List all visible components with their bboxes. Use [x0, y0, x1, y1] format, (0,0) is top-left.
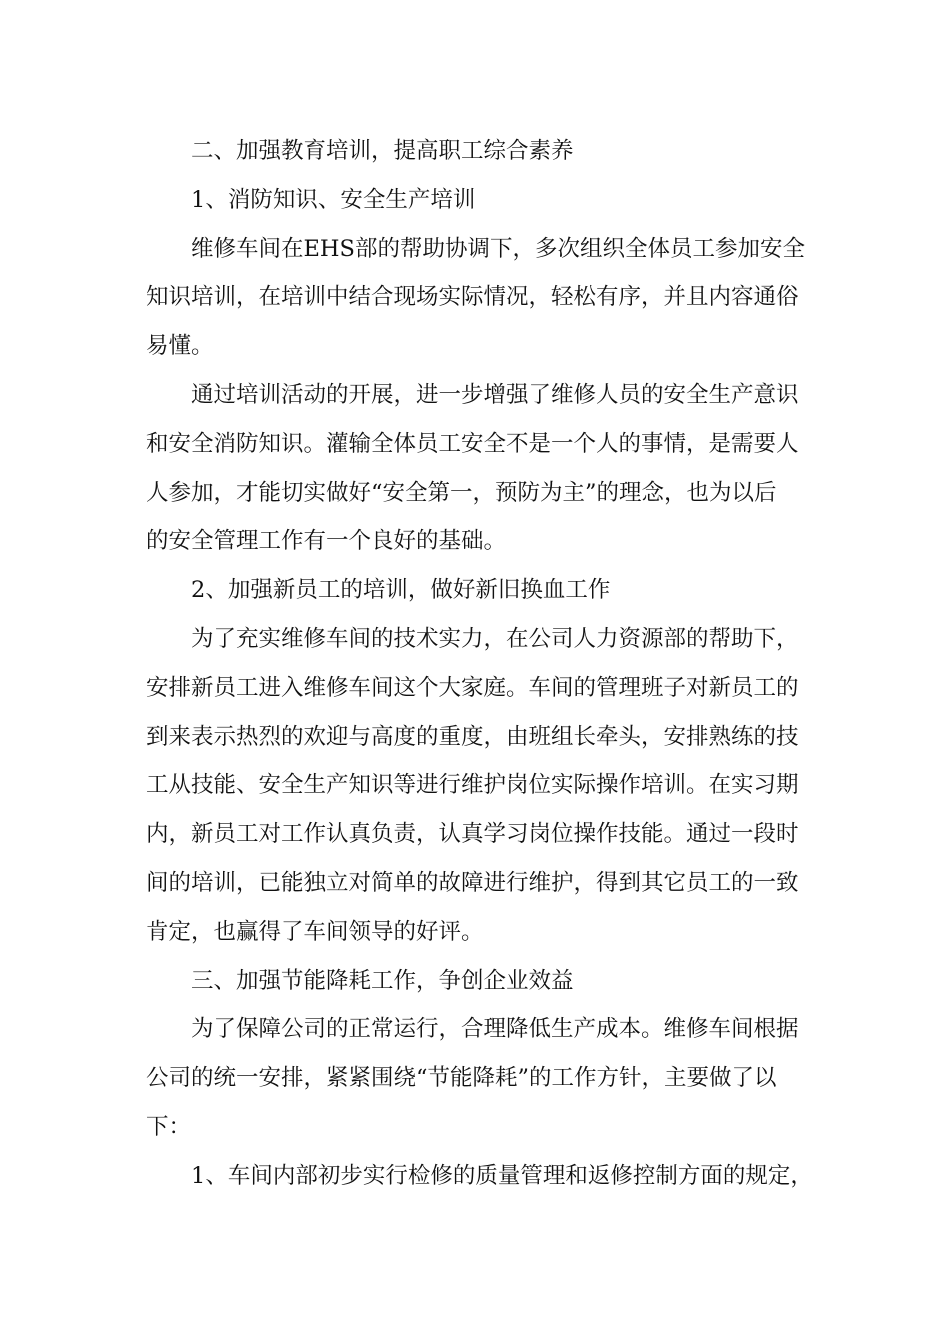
- text-line: 安排新员工进入维修车间这个大家庭。车间的管理班子对新员工的: [146, 674, 799, 701]
- text-line: 维修车间在EHS部的帮助协调下，多次组织全体员工参加安全: [191, 235, 805, 262]
- text-line: 到来表示热烈的欢迎与高度的重度，由班组长牵头，安排熟练的技: [146, 723, 799, 750]
- text-line: 下：: [146, 1113, 192, 1140]
- section-heading: [146, 957, 806, 1006]
- text-line: 知识培训，在培训中结合现场实际情况，轻松有序，并且内容通俗: [146, 284, 799, 311]
- text-line: 和安全消防知识。灌输全体员工安全不是一个人的事情，是需要人: [146, 430, 799, 457]
- text-line: 1、车间内部初步实行检修的质量管理和返修控制方面的规定，: [191, 1162, 813, 1189]
- text-line: 为了充实维修车间的技术实力，在公司人力资源部的帮助下，: [191, 625, 799, 652]
- subsection-heading: [146, 176, 806, 225]
- paragraph: [146, 1005, 806, 1151]
- paragraph: [146, 371, 806, 566]
- list-item: [146, 1152, 813, 1201]
- text-line: 间的培训，已能独立对简单的故障进行维护，得到其它员工的一致: [146, 869, 799, 896]
- document-body: [146, 127, 813, 1201]
- text-line: 三、加强节能降耗工作，争创企业效益: [191, 967, 574, 994]
- text-line: 人参加，才能切实做好“安全第一，预防为主”的理念，也为以后: [146, 479, 777, 506]
- text-line: 内，新员工对工作认真负责，认真学习岗位操作技能。通过一段时: [146, 821, 799, 848]
- text-line: 通过培训活动的开展，进一步增强了维修人员的安全生产意识: [191, 381, 799, 408]
- text-line: 肯定，也赢得了车间领导的好评。: [146, 918, 484, 945]
- paragraph: [146, 615, 806, 957]
- subsection-heading: [146, 566, 806, 615]
- text-line: 二、加强教育培训，提高职工综合素养: [191, 138, 574, 164]
- text-line: 公司的统一安排，紧紧围绕“节能降耗”的工作方针，主要做了以: [146, 1065, 777, 1092]
- text-line: 1、消防知识、安全生产培训: [191, 186, 476, 213]
- text-line: 工从技能、安全生产知识等进行维护岗位实际操作培训。在实习期: [146, 772, 799, 799]
- section-heading: [146, 127, 806, 176]
- text-line: 2、加强新员工的培训，做好新旧换血工作: [191, 577, 611, 604]
- text-line: 为了保障公司的正常运行，合理降低生产成本。维修车间根据: [191, 1016, 799, 1043]
- text-line: 易懂。: [146, 333, 214, 360]
- paragraph: [146, 225, 806, 371]
- text-line: 的安全管理工作有一个良好的基础。: [146, 528, 507, 555]
